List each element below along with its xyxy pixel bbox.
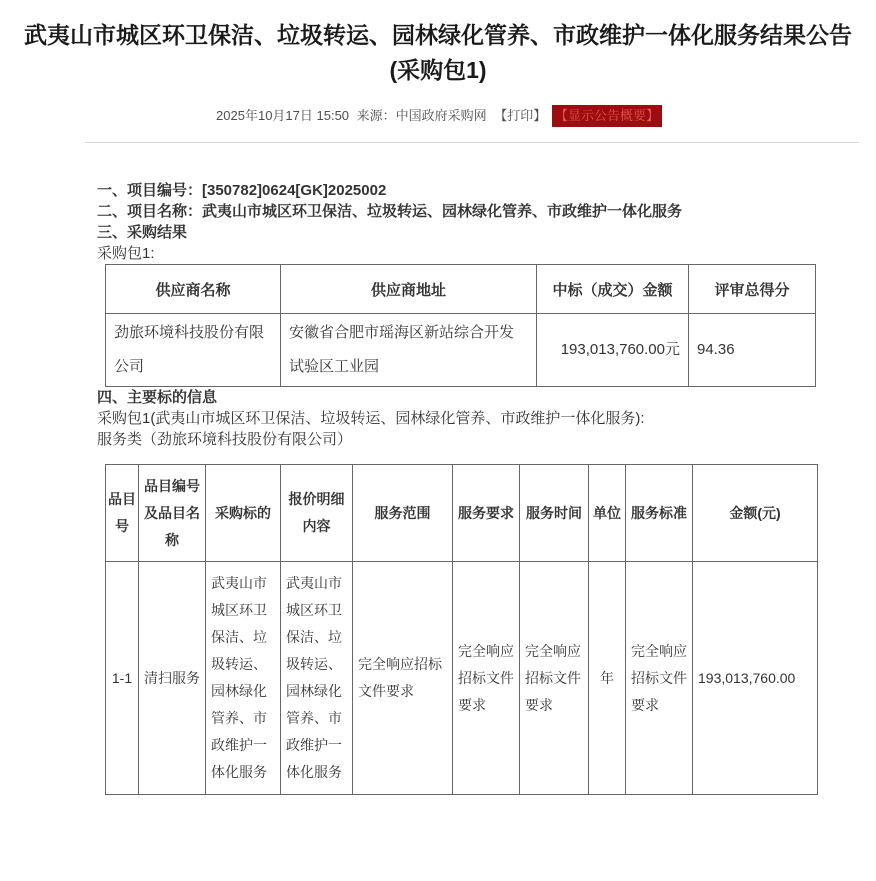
procurement-subject-cell: 武夷山市城区环卫保洁、垃圾转运、园林绿化管养、市政维护一体化服务	[206, 562, 281, 795]
col-procurement-subject: 采购标的	[206, 465, 281, 562]
col-item-name: 品目编号及品目名称	[139, 465, 206, 562]
detail-table-row	[106, 562, 818, 795]
show-summary-button[interactable]: 【显示公告概要】	[552, 105, 662, 127]
col-amount: 金额(元)	[693, 465, 818, 562]
package-label: 采购包1:	[97, 245, 155, 262]
publish-datetime: 2025年10月17日 15:50	[216, 108, 350, 123]
section-main-subject-info: 四、主要标的信息	[97, 389, 218, 406]
service-category-label: 服务类（劲旅环境科技股份有限公司）	[97, 431, 353, 448]
section-project-number: 一、项目编号：[350782]0624[GK]2025002	[97, 182, 387, 199]
page-title	[22, 18, 854, 88]
col-award-amount: 中标（成交）金额	[537, 265, 689, 314]
result-table-header-row	[106, 265, 816, 314]
item-no-cell: 1-1	[106, 562, 139, 795]
award-amount-cell: 193,013,760.00元	[537, 314, 689, 387]
service-time-cell: 完全响应招标文件要求	[520, 562, 589, 795]
section-procurement-result: 三、采购结果	[97, 224, 188, 241]
col-quote-detail: 报价明细内容	[281, 465, 353, 562]
col-supplier-name: 供应商名称	[106, 265, 281, 314]
divider	[85, 142, 859, 143]
item-name-cell: 清扫服务	[139, 562, 206, 795]
page-title-line1: 武夷山市城区环卫保洁、垃圾转运、园林绿化管养、市政维护一体化服务结果公告	[24, 22, 852, 48]
review-score-cell: 94.36	[689, 314, 816, 387]
col-item-no: 品目号	[106, 465, 139, 562]
col-service-requirement: 服务要求	[453, 465, 520, 562]
service-scope-cell: 完全响应招标文件要求	[353, 562, 453, 795]
source-label: 来源：中国政府采购网	[356, 108, 487, 123]
meta-bar	[0, 105, 876, 127]
page-title-line2: (采购包1)	[389, 57, 487, 83]
col-review-score: 评审总得分	[689, 265, 816, 314]
result-table-row	[106, 314, 816, 387]
quote-detail-cell: 武夷山市城区环卫保洁、垃圾转运、园林绿化管养、市政维护一体化服务	[281, 562, 353, 795]
supplier-address-cell: 安徽省合肥市瑶海区新站综合开发试验区工业园	[281, 314, 537, 387]
announcement-content	[97, 180, 820, 795]
col-unit: 单位	[589, 465, 626, 562]
supplier-result-table	[105, 264, 816, 387]
section-project-name: 二、项目名称：武夷山市城区环卫保洁、垃圾转运、园林绿化管养、市政维护一体化服务	[97, 203, 683, 220]
detail-table-header-row	[106, 465, 818, 562]
package-detail-label: 采购包1(武夷山市城区环卫保洁、垃圾转运、园林绿化管养、市政维护一体化服务):	[97, 410, 645, 427]
print-button[interactable]: 【打印】	[494, 108, 547, 123]
supplier-name-cell: 劲旅环境科技股份有限公司	[106, 314, 281, 387]
subject-detail-table	[105, 464, 818, 795]
unit-cell: 年	[589, 562, 626, 795]
col-supplier-address: 供应商地址	[281, 265, 537, 314]
service-requirement-cell: 完全响应招标文件要求	[453, 562, 520, 795]
col-service-time: 服务时间	[520, 465, 589, 562]
col-service-scope: 服务范围	[353, 465, 453, 562]
amount-cell: 193,013,760.00	[693, 562, 818, 795]
col-service-standard: 服务标准	[626, 465, 693, 562]
service-standard-cell: 完全响应招标文件要求	[626, 562, 693, 795]
